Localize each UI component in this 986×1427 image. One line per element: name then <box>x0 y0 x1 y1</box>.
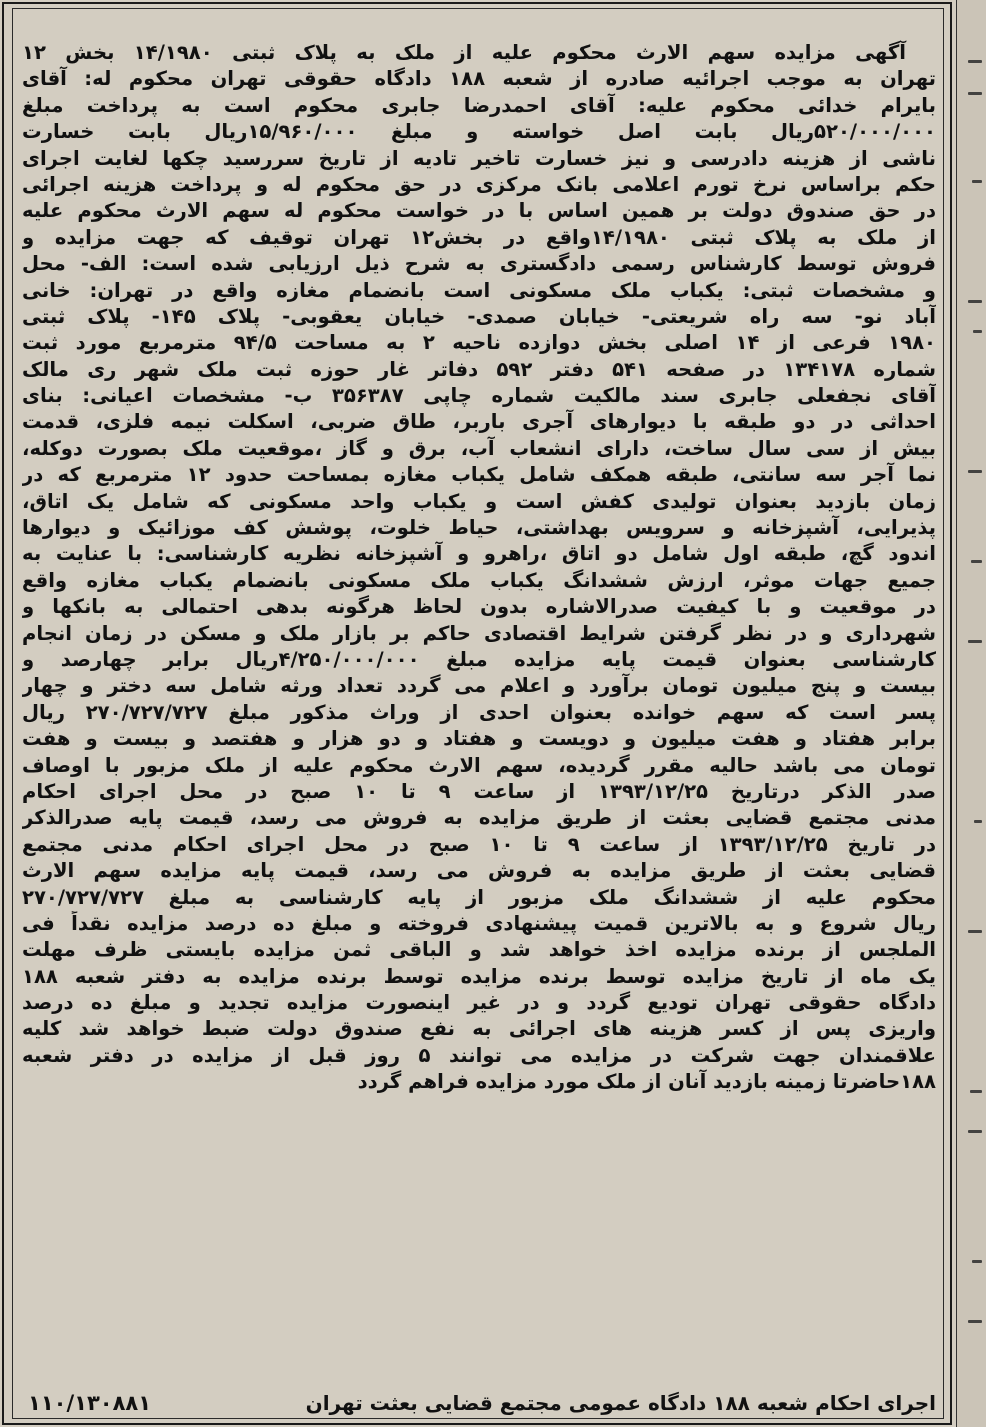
notice-line: ناشی از هزینه دادرسی و نیز خسارت تاخیر تادیه از تاریخ سررسید چکها لغایت اجرای <box>22 146 936 170</box>
adjacent-text-fragment <box>968 92 982 95</box>
notice-line: قضایی بعثت از طریق مزایده به فروش می رسد، قیمت پایه مزایده سهم الارث <box>22 859 936 883</box>
notice-line: ریال شروع و به بالاترین قمیت پیشنهادی فروخته و مبلغ ده درصد مزایده نقداً فی <box>22 911 936 935</box>
notice-line: ۱۹۸۰ فرعی از ۱۴ اصلی بخش دوازده ناحیه ۲ به مساحت ۹۴/۵ مترمربع مورد ثبت <box>22 331 936 355</box>
adjacent-text-fragment <box>968 1130 982 1133</box>
notice-line: بیش از سی سال ساخت، دارای انشعاب آب، برق و گاز ،موقعیت ملک بصورت دوکله، <box>22 436 936 460</box>
notice-line: اندود گچ، طبقه اول شامل دو اتاق ،راهرو و آشپزخانه نظریه کارشناسی: با عنایت به <box>22 542 936 566</box>
adjacent-text-fragment <box>968 1320 982 1323</box>
notice-line: جمیع جهات موثر، ارزش ششدانگ یکباب ملک مسکونی بانضمام یکباب مغازه واقع <box>22 568 936 592</box>
notice-line: فروش توسط کارشناس رسمی دادگستری به شرح ذیل ارزیابی شده است: الف- محل <box>22 252 936 276</box>
notice-line: صدر الذکر درتاریخ ۱۳۹۳/۱۲/۲۵ از ساعت ۹ تا ۱۰ صبح در محل اجرای احکام <box>22 779 936 803</box>
notice-line: علاقمندان جهت شرکت در مزایده می توانند ۵ روز قبل از مزایده در دفتر شعبه <box>22 1043 936 1067</box>
notice-line: برابر هفتاد و هفت میلیون و دویست و هفتاد و دو هزار و هفتصد و بیست و هفت <box>22 727 936 751</box>
adjacent-text-fragment <box>968 60 982 63</box>
notice-line: در تاریخ ۱۳۹۳/۱۲/۲۵ از ساعت ۹ تا ۱۰ صبح در محل اجرای احکام مدنی مجتمع <box>22 832 936 856</box>
notice-line: کارشناسی بعنوان قیمت پایه مزایده مبلغ ۴/۲۵۰/۰۰۰/۰۰۰ریال برابر چهارصد و <box>22 647 936 671</box>
notice-line: در حق صندوق دولت بر همین اساس با در خواست محکوم له سهم الارث محکوم علیه <box>22 199 936 223</box>
adjacent-text-fragment <box>968 640 982 643</box>
notice-line: شماره ۱۳۴۱۷۸ در صفحه ۵۴۱ دفتر ۵۹۲ دفاتر غار حوزه ثبت ملک شهر ری مالک <box>22 357 936 381</box>
issuer-signature: اجرای احکام شعبه ۱۸۸ دادگاه عمومی مجتمع قضایی بعثت تهران <box>305 1391 936 1415</box>
notice-line: بایرام خدائی محکوم علیه: آقای احمدرضا جابری محکوم است به پرداخت مبلغ <box>22 93 936 117</box>
notice-line: دادگاه حقوقی تهران تودیع گردد و در غیر اینصورت مزایده تجدید و مبلغ ده درصد <box>22 991 936 1015</box>
adjacent-text-fragment <box>968 300 982 303</box>
notice-line: شهرداری و در نظر گرفتن شرایط اقتصادی حاکم بر بازار ملک و مسکن در زمان انجام <box>22 621 936 645</box>
adjacent-text-fragment <box>968 470 982 473</box>
notice-line: آباد نو- سه راه شریعتی- خیابان صمدی- خیابان یعقوبی- پلاک ۱۴۵- پلاک ثبتی <box>22 304 936 328</box>
notice-line: آقای نجفعلی جابری سند مالکیت شماره چاپی ۳۵۶۳۸۷ ب- مشخصات اعیانی: بنای <box>22 384 936 408</box>
adjacent-text-fragment <box>974 820 982 823</box>
adjacent-text-fragment <box>972 1260 982 1263</box>
adjacent-text-fragment <box>971 560 982 563</box>
adjacent-text-fragment <box>968 930 982 933</box>
notice-line: پسر است که سهم خوانده بعنوان احدی از وراث مذکور مبلغ ۲۷۰/۷۲۷/۷۲۷ ریال <box>22 700 936 724</box>
notice-line: ۵۲۰/۰۰۰/۰۰۰ریال بابت اصل خواسته و مبلغ ۱۵/۹۶۰/۰۰۰ریال بابت خسارت <box>22 120 936 144</box>
notice-line: تهران به موجب اجرائیه صادره از شعبه ۱۸۸ دادگاه حقوقی تهران محکوم له: آقای <box>22 67 936 91</box>
notice-line: مدنی مجتمع قضایی بعثت از طریق مزایده به فروش می رسد، قیمت پایه صدرالذکر <box>22 806 936 830</box>
adjacent-text-fragment <box>972 180 982 183</box>
notice-line: آگهی مزایده سهم الارث محکوم علیه از ملک به پلاک ثبتی ۱۴/۱۹۸۰ بخش ۱۲ <box>22 41 906 64</box>
notice-line: واریزی پس از کسر هزینه های اجرائی به نفع صندوق دولت ضبط خواهد شد کلیه <box>22 1017 936 1041</box>
notice-line: یک ماه از تاریخ مزایده توسط برنده مزایده توسط برنده مزایده به دفتر شعبه ۱۸۸ <box>22 964 936 988</box>
auction-notice-text <box>22 40 936 1386</box>
notice-line: نما آجر سه سانتی، طبقه همکف شامل یکباب مغازه بمساحت حدود ۱۲ مترمربع که در <box>22 463 936 487</box>
notice-footer <box>22 1388 936 1418</box>
notice-line: بیست و پنج میلیون تومان برآورد و اعلام می گردد تعداد ورثه شامل سه دختر و چهار <box>22 674 936 698</box>
notice-line: تومان می باشد حالیه مقرر گردیده، سهم الارث محکوم علیه از ملک مزبور با اوصاف <box>22 753 936 777</box>
notice-line: و مشخصات ثبتی: یکباب ملک مسکونی است بانضمام مغازه واقع در تهران: خانی <box>22 278 936 302</box>
notice-line: حکم براساس نرخ تورم اعلامی بانک مرکزی در حق محکوم له و پرداخت هزینه اجرائی <box>22 172 936 196</box>
notice-line: از ملک به پلاک ثبتی ۱۴/۱۹۸۰واقع در بخش۱۲ تهران توقیف که جهت مزایده و <box>22 225 936 249</box>
notice-line: احداثی در دو طبقه با دیوارهای آجری باربر، طاق ضربی، اسکلت نیمه فلزی، قدمت <box>22 410 936 434</box>
adjacent-column-edge <box>956 0 986 1427</box>
notice-line: محکوم علیه از ششدانگ ملک مزبور از پایه کارشناسی به مبلغ ۲۷۰/۷۲۷/۷۲۷ <box>22 885 936 909</box>
notice-line: الملجس از برنده مزایده اخذ خواهد شد و الباقی ثمن مزایده بایستی ظرف مهلت <box>22 938 936 962</box>
adjacent-text-fragment <box>973 330 982 333</box>
notice-line: زمان بازدید بعنوان تولیدی کفش است و یکباب واحد مسکونی که شامل یک اتاق، <box>22 489 936 513</box>
notice-line: ۱۸۸حاضرتا زمینه بازدید آنان از ملک مورد مزایده فراهم گردد <box>357 1070 936 1094</box>
notice-line: پذیرایی، آشپزخانه و سرویس بهداشتی، حیاط خلوت، پوشش کف موزائیک و دیوارها <box>22 516 936 540</box>
notice-line: در موقعیت و با کیفیت صدرالاشاره بدون لحاظ هرگونه بدهی احتمالی به بانکها و <box>22 595 936 619</box>
adjacent-text-fragment <box>970 1090 982 1093</box>
notice-code: ۱۱۰/۱۳۰۸۸۱ <box>28 1391 152 1415</box>
